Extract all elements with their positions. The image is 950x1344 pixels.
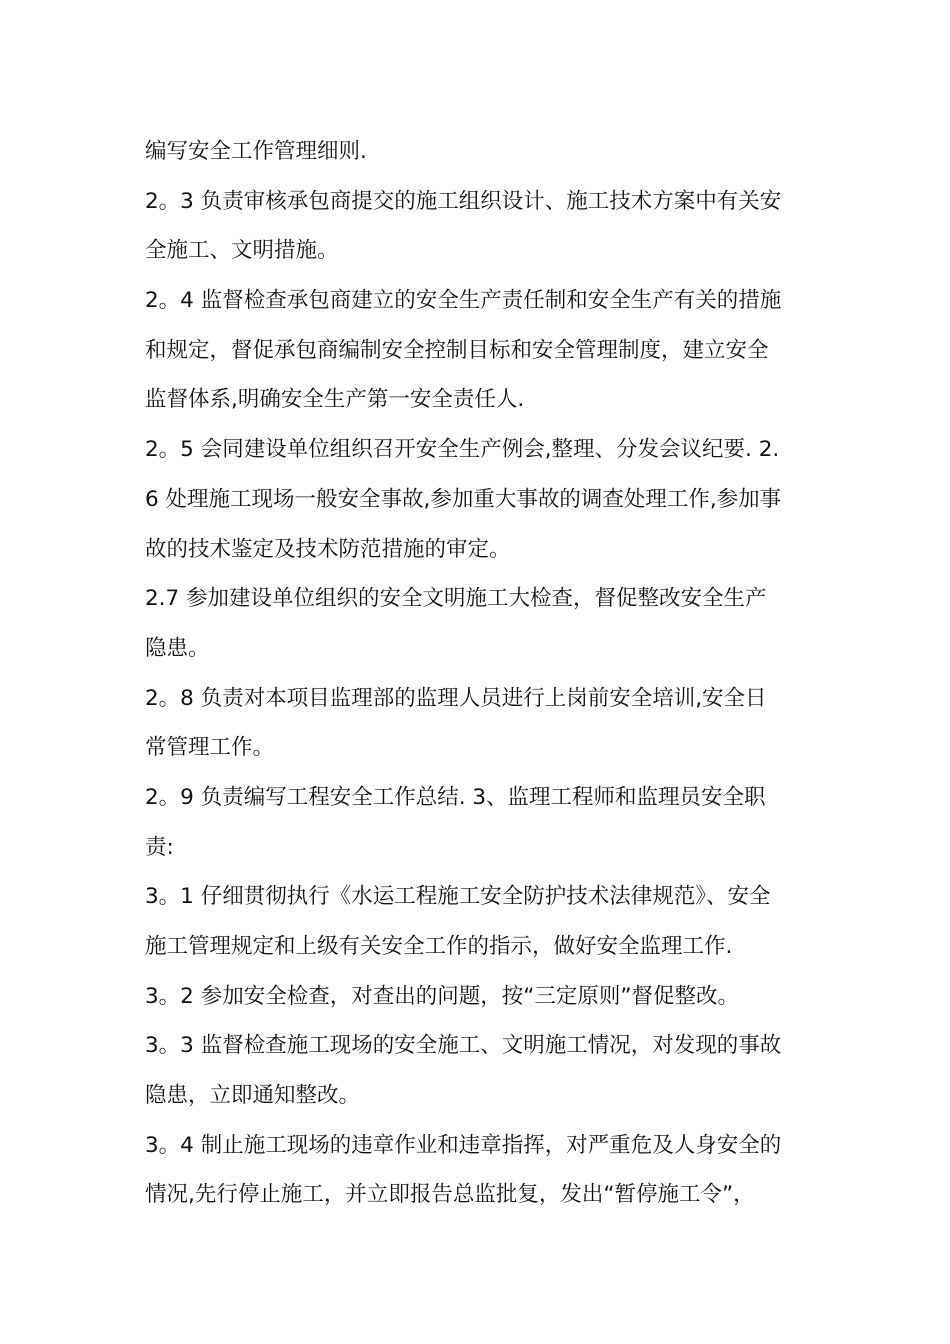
text-line: 3。4 制止施工现场的违章作业和违章指挥，对严重危及人身安全的 [145,1132,782,1158]
text-line: 6 处理施工现场一般安全事故,参加重大事故的调查处理工作,参加事 [145,486,782,512]
text-line: 故的技术鉴定及技术防范措施的审定。 [145,536,511,562]
text-line: 2。4 监督检查承包商建立的安全生产责任制和安全生产有关的措施 [145,288,782,314]
text-line: 隐患。 [145,635,210,661]
text-line: 和规定，督促承包商编制安全控制目标和安全管理制度，建立安全 [145,337,769,363]
text-line: 2。3 负责审核承包商提交的施工组织设计、施工技术方案中有关安 [145,188,782,214]
text-line: 施工管理规定和上级有关安全工作的指示，做好安全监理工作. [145,934,733,959]
text-line: 常管理工作。 [145,735,275,761]
text-line: 全施工、文明措施。 [145,238,339,264]
text-line: 2。9 负责编写工程安全工作总结. 3、监理工程师和监理员安全职 [145,784,766,810]
text-line: 2。8 负责对本项目监理部的监理人员进行上岗前安全培训,安全日 [145,685,767,711]
text-line: 3。1 仔细贯彻执行《水运工程施工安全防护技术法律规范》、安全 [145,884,771,910]
text-line: 监督体系,明确安全生产第一安全责任人. [145,387,525,413]
document-body [145,127,825,1220]
text-line: 3。2 参加安全检查，对查出的问题，按“三定原则”督促整改。 [145,983,739,1009]
text-line: 2。5 会同建设单位组织召开安全生产例会,整理、分发会议纪要. 2. [145,437,780,463]
text-line: 3。3 监督检查施工现场的安全施工、文明施工情况，对发现的事故 [145,1033,782,1059]
text-line: 情况,先行停止施工，并立即报告总监批复，发出“暂停施工令”， [145,1182,755,1208]
text-line: 编写安全工作管理细则. [145,139,367,164]
text-line: 隐患，立即通知整改。 [145,1083,361,1109]
text-line: 2.7 参加建设单位组织的安全文明施工大检查，督促整改安全生产 [145,586,767,612]
text-line: 责: [145,834,174,860]
